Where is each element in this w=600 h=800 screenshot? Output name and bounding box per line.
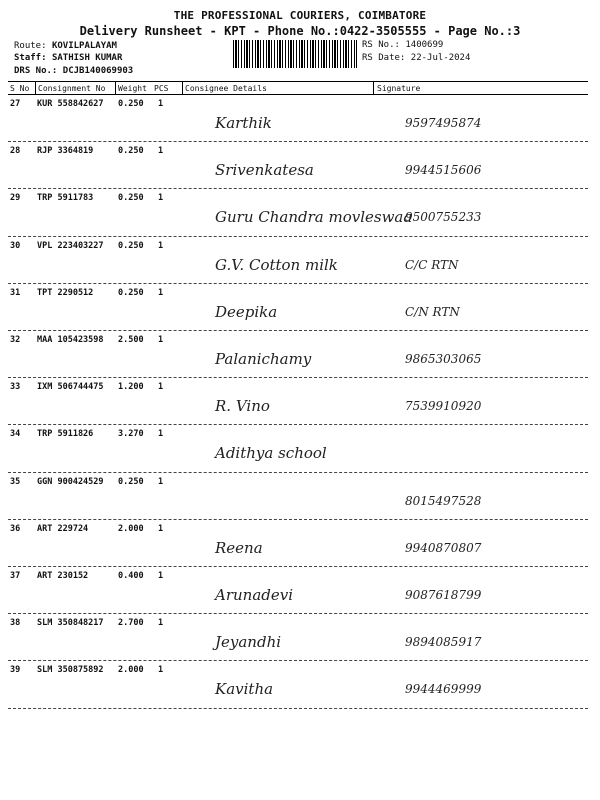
row-sno: 35 xyxy=(10,476,21,487)
drs-line xyxy=(14,66,133,76)
row-signature-handwritten: C/N RTN xyxy=(405,304,460,319)
staff-value: SATHISH KUMAR xyxy=(51,53,123,63)
row-consignment-no: TPT 2290512 xyxy=(37,287,94,298)
row-pcs: 1 xyxy=(158,476,164,487)
row-pcs: 1 xyxy=(158,382,164,393)
row-consignee-handwritten: R. Vino xyxy=(215,397,270,416)
row-consignee-handwritten: Karthik xyxy=(215,114,272,132)
row-consignee-handwritten: Arunadevi xyxy=(215,586,294,604)
row-weight: 0.250 xyxy=(118,287,144,298)
header-consignee: Consignee Details xyxy=(185,84,267,93)
row-sno: 33 xyxy=(10,382,21,393)
row-consignee-handwritten: Reena xyxy=(215,538,263,557)
row-consignment-no: RJP 3364819 xyxy=(37,146,94,157)
row-pcs: 1 xyxy=(158,571,164,581)
row-separator xyxy=(8,566,588,567)
row-pcs: 1 xyxy=(158,523,164,534)
row-consignment-no: TRP 5911783 xyxy=(37,193,94,204)
row-signature-handwritten: 9865303065 xyxy=(405,352,482,366)
row-consignment-no: ART 229724 xyxy=(37,523,89,534)
row-consignment-no: ART 230152 xyxy=(37,571,89,581)
row-separator xyxy=(8,708,588,709)
header-sno: S No xyxy=(10,84,30,93)
rs-date-value: 22-Jul-2024 xyxy=(410,53,471,63)
row-separator xyxy=(8,660,588,661)
row-weight: 0.250 xyxy=(118,240,144,251)
row-pcs: 1 xyxy=(158,193,164,204)
row-sno: 38 xyxy=(10,618,21,629)
row-separator xyxy=(8,283,588,284)
row-sno: 32 xyxy=(10,335,21,345)
row-consignee-handwritten: Jeyandhi xyxy=(215,633,282,652)
row-consignment-no: MAA 105423598 xyxy=(37,335,104,345)
row-consignee-handwritten: Srivenkatesa xyxy=(215,161,314,180)
route-line xyxy=(14,41,117,51)
row-sno: 28 xyxy=(10,146,21,157)
row-sno: 30 xyxy=(10,240,21,251)
row-sno: 31 xyxy=(10,287,21,298)
row-pcs: 1 xyxy=(158,146,164,157)
table-top-rule xyxy=(8,81,588,82)
row-separator xyxy=(8,377,588,378)
rs-date-label: RS Date: xyxy=(362,53,406,63)
header-pcs: PCS xyxy=(154,84,169,93)
row-consignee-handwritten: Deepika xyxy=(215,302,278,321)
row-consignee-handwritten: G.V. Cotton milk xyxy=(215,255,338,274)
row-separator xyxy=(8,519,588,520)
row-weight: 0.400 xyxy=(118,571,144,581)
row-consignment-no: VPL 223403227 xyxy=(37,240,104,251)
row-sno: 34 xyxy=(10,429,21,440)
row-signature-handwritten: 9597495874 xyxy=(405,116,482,130)
row-weight: 2.000 xyxy=(118,665,144,676)
row-weight: 2.000 xyxy=(118,523,144,534)
row-separator xyxy=(8,613,588,614)
drs-value: DCJB140069903 xyxy=(62,66,134,76)
row-signature-handwritten: 9944469999 xyxy=(405,682,482,697)
row-pcs: 1 xyxy=(158,618,164,629)
company-title: THE PROFESSIONAL COURIERS, COIMBATORE xyxy=(173,9,427,22)
row-separator xyxy=(8,188,588,189)
route-label: Route: xyxy=(14,41,47,51)
row-consignment-no: TRP 5911826 xyxy=(37,429,94,440)
row-weight: 0.250 xyxy=(118,476,144,487)
row-weight: 2.500 xyxy=(118,335,144,345)
row-consignment-no: GGN 900424529 xyxy=(37,476,104,487)
row-pcs: 1 xyxy=(158,99,164,109)
row-weight: 0.250 xyxy=(118,193,144,204)
barcode-image xyxy=(233,40,357,68)
row-signature-handwritten: 9894085917 xyxy=(405,635,482,650)
row-consignment-no: IXM 506744475 xyxy=(37,382,104,393)
runsheet-subtitle: Delivery Runsheet - KPT - Phone No.:0422-3505555 - Page No.:3 xyxy=(79,24,521,38)
row-separator xyxy=(8,141,588,142)
row-consignee-handwritten: Palanichamy xyxy=(215,350,312,368)
rs-no-value: 1400699 xyxy=(405,40,444,50)
row-sno: 37 xyxy=(10,571,21,581)
row-sno: 36 xyxy=(10,523,21,534)
row-consignee-handwritten: Adithya school xyxy=(215,444,327,463)
row-signature-handwritten: 7539910920 xyxy=(405,399,482,414)
row-weight: 1.200 xyxy=(118,382,144,393)
rs-no-label: RS No.: xyxy=(362,40,400,50)
header-consignment: Consignment No xyxy=(38,84,106,93)
row-pcs: 1 xyxy=(158,335,164,345)
row-pcs: 1 xyxy=(158,429,164,440)
row-signature-handwritten: 9087618799 xyxy=(405,588,482,602)
col-divider xyxy=(182,82,183,95)
row-consignee-handwritten: Guru Chandra movleswaa xyxy=(215,208,413,227)
row-consignment-no: SLM 350848217 xyxy=(37,618,104,629)
col-divider xyxy=(35,82,36,95)
row-signature-handwritten: 9940870807 xyxy=(405,540,482,555)
row-signature-handwritten: 8015497528 xyxy=(405,493,482,508)
col-divider xyxy=(115,82,116,95)
row-pcs: 1 xyxy=(158,240,164,251)
row-sno: 39 xyxy=(10,665,21,676)
table-header-rule xyxy=(8,94,588,95)
row-separator xyxy=(8,424,588,425)
header-signature: Signature xyxy=(377,84,421,93)
row-consignment-no: KUR 558842627 xyxy=(37,99,104,109)
route-value: KOVILPALAYAM xyxy=(51,41,117,51)
col-divider xyxy=(373,82,374,95)
row-weight: 2.700 xyxy=(118,618,144,629)
row-separator xyxy=(8,236,588,237)
row-pcs: 1 xyxy=(158,665,164,676)
row-signature-handwritten: C/C RTN xyxy=(405,257,459,272)
rs-no-line xyxy=(362,40,443,50)
row-weight: 3.270 xyxy=(118,429,144,440)
row-weight: 0.250 xyxy=(118,146,144,157)
row-separator xyxy=(8,330,588,331)
row-consignee-handwritten: Kavitha xyxy=(215,680,274,699)
row-sno: 29 xyxy=(10,193,21,204)
drs-label: DRS No.: xyxy=(14,66,58,76)
rs-date-line xyxy=(362,53,470,63)
header-weight: Weight xyxy=(118,84,147,93)
row-signature-handwritten: 9944515606 xyxy=(405,163,482,178)
row-weight: 0.250 xyxy=(118,99,144,109)
row-consignment-no: SLM 350875892 xyxy=(37,665,104,676)
staff-label: Staff: xyxy=(14,53,47,63)
row-signature-handwritten: 9500755233 xyxy=(405,210,482,225)
row-sno: 27 xyxy=(10,99,21,109)
row-separator xyxy=(8,472,588,473)
staff-line xyxy=(14,53,122,63)
row-pcs: 1 xyxy=(158,287,164,298)
